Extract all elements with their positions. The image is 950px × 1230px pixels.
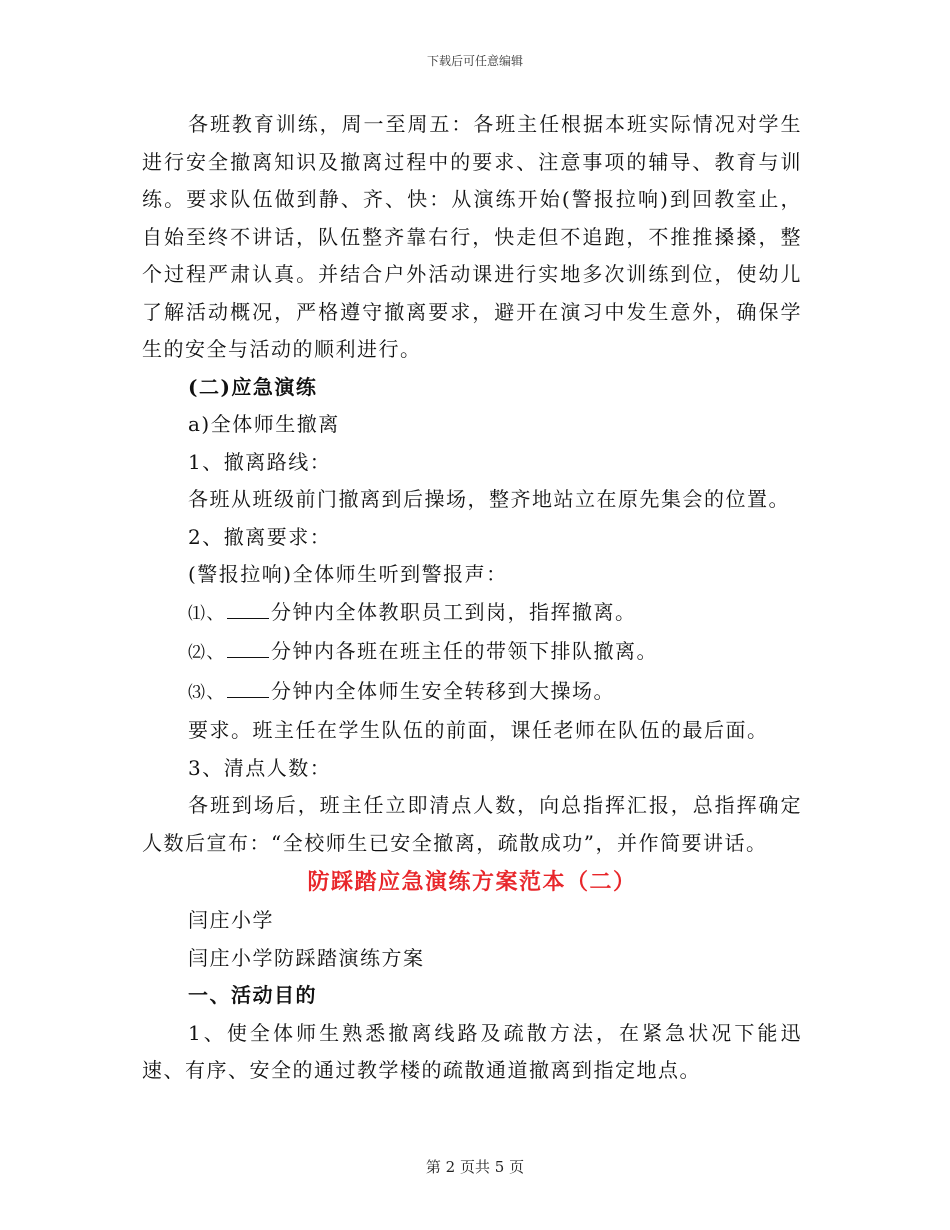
evacuation-route-text: 各班从班级前门撤离到后操场，整齐地站立在原先集会的位置。 <box>188 487 790 511</box>
list-item-text: 分钟内全体师生安全转移到大操场。 <box>271 678 615 703</box>
list-item-1 <box>142 594 802 634</box>
page-footer: 第 2 页共 5 页 <box>425 1158 525 1176</box>
requirement-text: 要求。班主任在学生队伍的前面，课任老师在队伍的最后面。 <box>188 718 769 742</box>
document-body <box>142 106 802 1090</box>
step-evacuation-requirements: 2、撤离要求： <box>188 524 332 549</box>
step-headcount: 3、清点人数： <box>188 755 332 780</box>
alarm-text: (警报拉响)全体师生听到警报声： <box>188 562 508 586</box>
section-title: 防踩踏应急演练方案范本（二） <box>307 869 637 895</box>
school-name: 闫庄小学 <box>188 908 274 932</box>
list-item-number: ⑴、 <box>188 603 225 624</box>
blank-underline <box>227 600 269 619</box>
heading-activity-goal: 一、活动目的 <box>188 983 317 1007</box>
blank-underline <box>227 639 269 658</box>
plan-title: 闫庄小学防踩踏演练方案 <box>188 945 425 970</box>
list-item-text: 分钟内各班在班主任的带领下排队撤离。 <box>271 639 658 663</box>
goal-paragraph: 1、使全体师生熟悉撤离线路及疏散方法，在紧急状况下能迅速、有序、安全的通过教学楼的疏散通道撤离到指定地点。 <box>142 1020 802 1082</box>
list-item-3 <box>142 673 802 713</box>
list-item-number: ⑶、 <box>188 682 225 703</box>
step-evacuation-route: 1、撤离路线： <box>188 449 332 474</box>
paragraph-training: 各班教育训练，周一至周五：各班主任根据本班实际情况对学生进行安全撤离知识及撤离过程中的要求、注意事项的辅导、教育与训练。要求队伍做到静、齐、快：从演练开始(警报拉响)到回教室止，自始至终不讲话，队伍整齐靠右行，快走但不追跑，不推推搡搡，整个过程严肃认真。并结合户外活动课进行实地多次训练到位，使幼儿了解活动概况，严格遵守撤离要求，避开在演习中发生意外，确保学生的安全与活动的顺利进行。 <box>142 112 802 361</box>
list-item-number: ⑵、 <box>188 643 225 663</box>
subheading-evacuation: a)全体师生撤离 <box>188 412 340 436</box>
list-item-2 <box>142 633 802 673</box>
heading-emergency-drill: (二)应急演练 <box>188 374 318 399</box>
headcount-text: 各班到场后，班主任立即清点人数，向总指挥汇报，总指挥确定人数后宣布：“全校师生已安全撤离，疏散成功”，并作简要讲话。 <box>142 793 802 855</box>
blank-underline <box>227 679 269 698</box>
page-header: 下载后可任意编辑 <box>426 54 523 68</box>
list-item-text: 分钟内全体教职员工到岗，指挥撤离。 <box>271 599 637 624</box>
